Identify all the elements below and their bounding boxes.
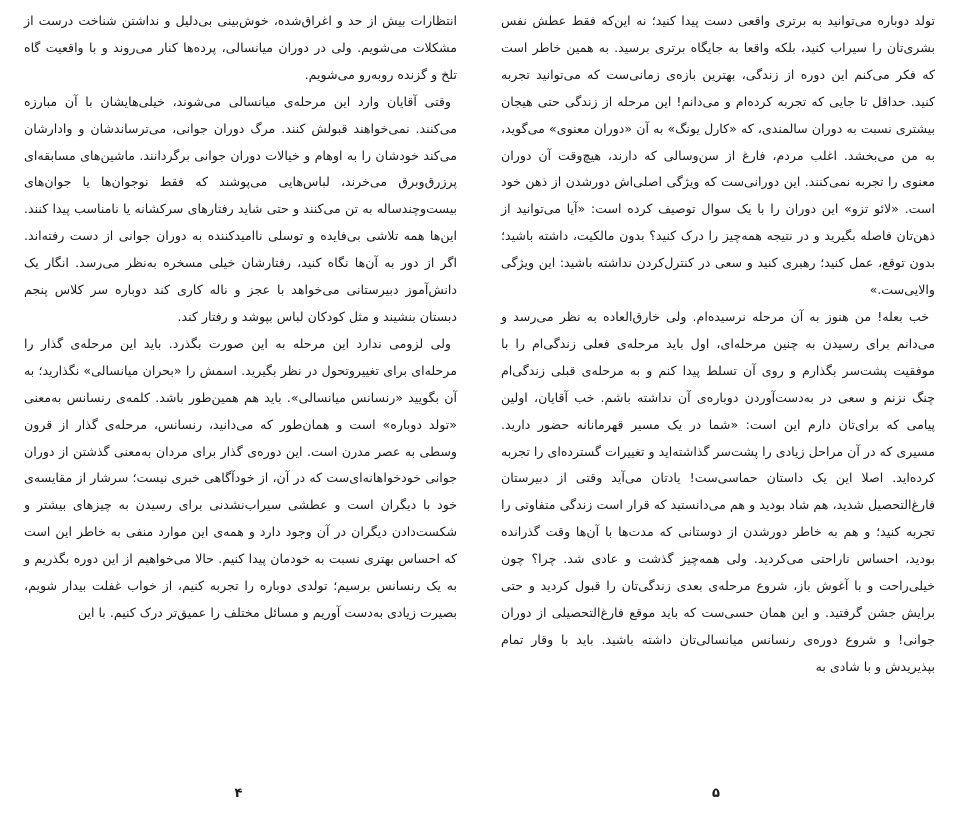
paragraph: تولد دوباره می‌توانید به برتری واقعی دست پیدا کنید؛ نه این‌که فقط عطش نفس بشری‌تان را سیراب کنید، بلکه واقعا به جایگاه برتری برسید. به همین خاطر است که فکر می‌کنم این دوره از زندگی، بهترین بازه‌ی زمانی‌ست که می‌توانید تجربه کنید. حداقل تا جایی که تجربه کرده‌ام و می‌دانم! این مرحله از زندگی حتی هیجان بیشتری نسبت به دوران سالمندی، که «کارل یونگ» به آن «دوران معنوی» می‌گوید، به من می‌بخشد. اغلب مردم، فارغ از سن‌وسالی که دارند، هیچ‌وقت آن دوران معنوی را تجربه نمی‌کنند. این دورانی‌ست که ویژگی اصلی‌اش دورشدن از ذهن خود است. «لائو تزو» این دوران را با یک سوال توصیف کرده است: «آیا می‌توانید از ذهن‌تان فاصله بگیرید و در نتیجه همه‌چیز را درک کنید؟ بدون مالکیت، داشته باشید؛ بدون توقع، عمل کنید؛ رهبری کنید و سعی در کنترل‌کردن نداشته باشید: این ویژگی والایی‌ست.» <box>501 13 935 298</box>
paragraph: وقتی آقایان وارد این مرحله‌ی میانسالی می‌شوند، خیلی‌هایشان با آن مبارزه می‌کنند. نمی‌خواهند قبولش کنند. مرگ دوران جوانی، می‌ترساندشان و وادارشان می‌کند خودشان را به اوهام و خیالات دوران جوانی برگردانند. ماشین‌های مسابقه‌ای پرزرق‌وبرق می‌خرند، لباس‌هایی می‌پوشند که فقط نوجوان‌ها یا جوان‌های بیست‌وچندساله به تن می‌کنند و حتی شاید رفتارهای سرکشانه یا نامناسب پیدا کنند. این‌ها همه تلاشی بی‌فایده و توسلی ناامیدکننده به دوران جوانی از دست رفته‌اند. اگر از دور به آن‌ها نگاه کنید، رفتارشان خیلی مسخره به‌نظر می‌رسد. انگار یک دانش‌آموز دبیرستانی می‌خواهد با عجز و ناله کاری کند دوباره سر کلاس پنجم دبستان بنشیند و مثل کودکان لباس بپوشد و رفتار کند. <box>24 93 457 324</box>
page-right <box>477 0 955 819</box>
page-left <box>0 0 477 819</box>
page-number: ۵ <box>712 786 720 801</box>
page-text <box>24 8 457 627</box>
paragraph: انتظارات بیش از حد و اغراق‌شده، خوش‌بینی بی‌دلیل و نداشتن شناخت درست از مشکلات می‌شویم. ولی در دوران میانسالی، پرده‌ها کنار می‌روند و با واقعیت گاه تلخ و گزنده روبه‌رو می‌شویم. <box>24 13 457 82</box>
paragraph: ولی لزومی ندارد این مرحله به این صورت بگذرد. باید این مرحله‌ی گذار را مرحله‌ای برای تغییروتحول در نظر بگیرید. اسمش را «بحران میانسالی» نگذارید؛ به آن بگویید «رنسانس میانسالی». باید هم همین‌طور باشد. کلمه‌ی رنسانس به‌معنی «تولد دوباره» است و همان‌طور که می‌دانید، رنسانس، مرحله‌ی گذار از قرون وسطی به عصر مدرن است. این دوره‌ی گذار برای مردان به‌معنی گذشتن از دوران جوانی خودخواهانه‌ای‌ست که در آن، از خودآگاهی خبری نیست؛ سرشار از مقایسه‌ی خود با دیگران است و عطشی سیراب‌نشدنی برای رسیدن به چیزهای بیشتر و شکست‌دادن دیگران در آن وجود دارد و همه‌ی این موارد منفی به خاطر این است که احساس بهتری نسبت به خودمان پیدا کنیم. حالا می‌خواهیم از این دوره بگذریم و به یک رنسانس برسیم؛ تولدی دوباره را تجربه کنیم، از خواب غفلت بیدار شویم، بصیرت زیادی به‌دست آوریم و مسائل مختلف را عمیق‌تر درک کنیم. با این <box>24 335 457 620</box>
page-text <box>501 8 935 681</box>
page-number: ۴ <box>234 786 243 801</box>
paragraph: خب بعله! من هنوز به آن مرحله نرسیده‌ام. ولی خارق‌العاده به نظر می‌رسد و می‌دانم برای رسیدن به چنین مرحله‌ای، اول باید مرحله‌ی فعلی زندگی‌ام را با موفقیت پشت‌سر بگذارم و روی آن تسلط پیدا کنم و به مرحله‌ی قبلی زندگی‌ام چنگ نزنم و سعی در به‌دست‌آوردن دوباره‌ی آن نداشته باشم. خب آقایان، اولین پیامی که برای‌تان دارم این است: «شما در یک مسیر قهرمانانه حضور دارید. مسیری که در آن مراحل زیادی را پشت‌سر گذاشته‌اید و تغییرات گسترده‌ای را تجربه کرده‌اید. اصلا این یک داستان حماسی‌ست! یادتان می‌آید وقتی از دبیرستان فارغ‌التحصیل شدید، هم شاد بودید و هم می‌دانستید که قرار است زندگی متفاوتی را تجربه کنید؛ و هم به خاطر دورشدن از دوستانی که مدت‌ها با آن‌ها وقت گذرانده بودید، احساس ناراحتی می‌کردید. ولی همه‌چیز گذشت و عادی شد. چرا؟ چون خیلی‌راحت و با آغوش باز، شروع مرحله‌ی بعدی زندگی‌تان را قبول کردید و حتی برایش جشن گرفتید. و این همان حسی‌ست که باید موقع فارغ‌التحصیلی از دوران جوانی! و شروع دوره‌ی رنسانس میانسالی‌تان داشته باشید. باید با وقار تمام بپذیریدش و با شادی به <box>501 308 935 674</box>
